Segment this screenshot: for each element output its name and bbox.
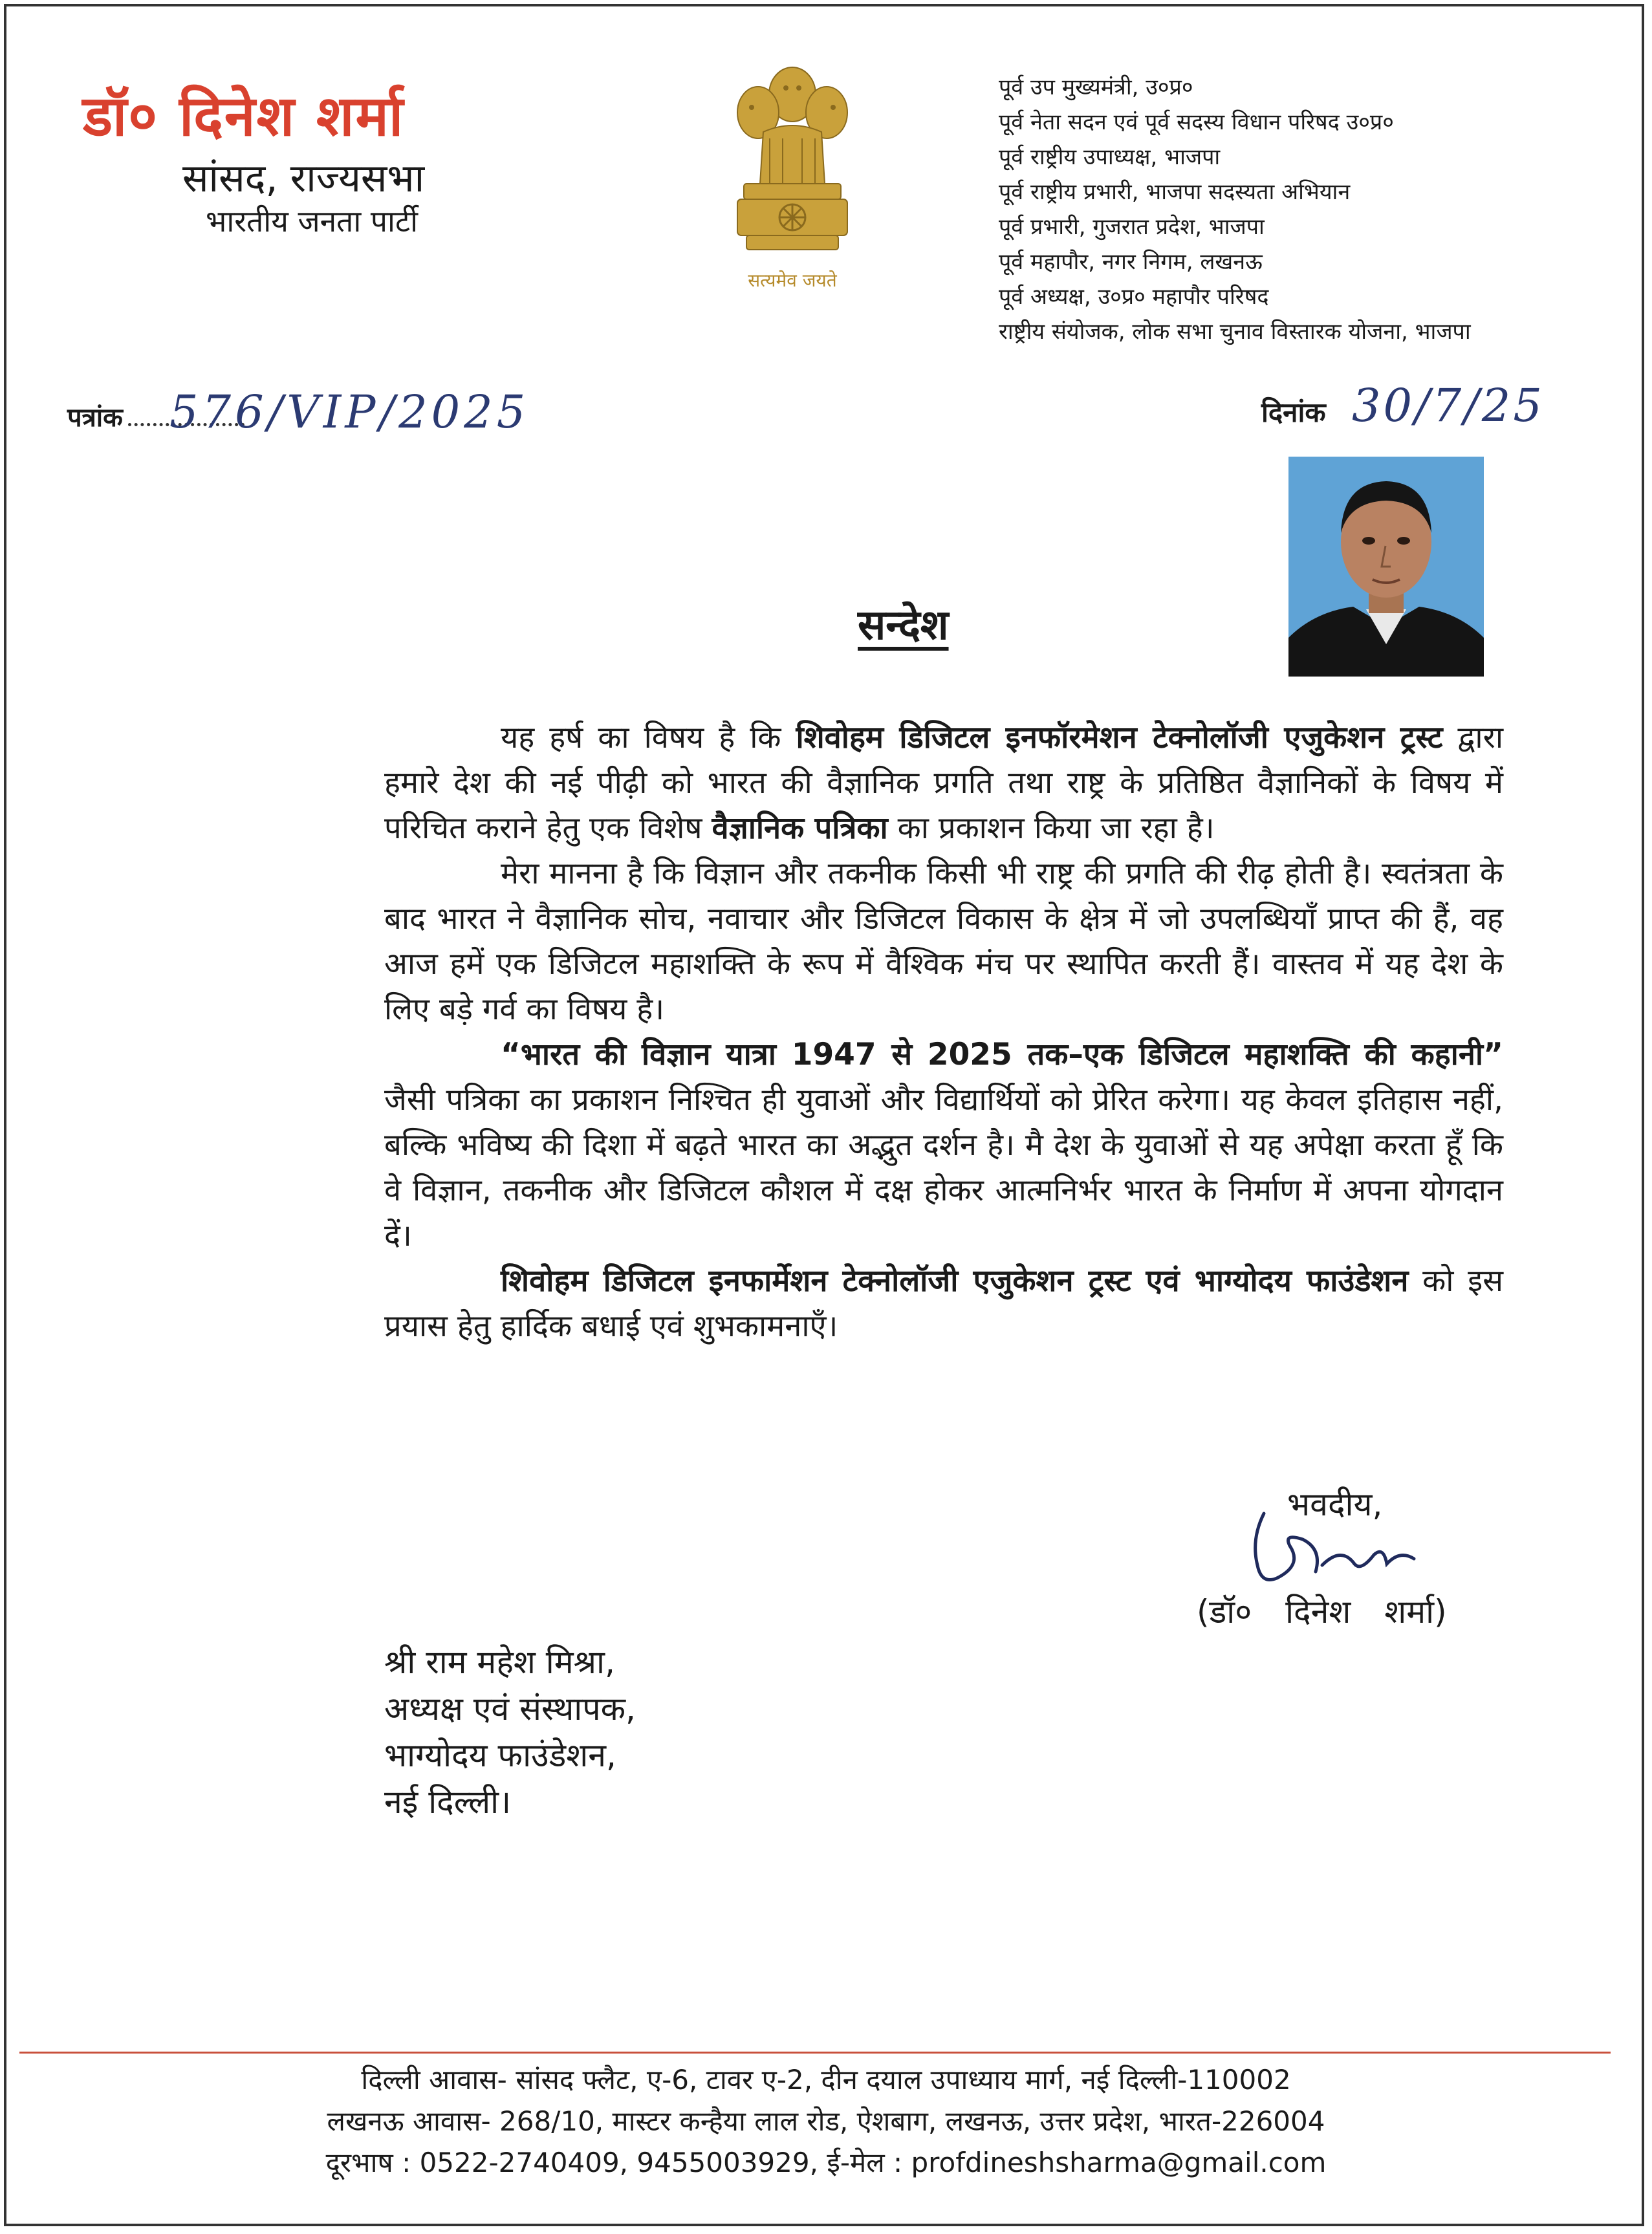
letter-title: सन्देश <box>858 602 949 649</box>
sender-title-item: पूर्व उप मुख्यमंत्री, उ०प्र० <box>999 74 1193 100</box>
closing-salutation: भवदीय, <box>1287 1486 1383 1523</box>
sender-titles-list <box>999 70 1471 349</box>
footer-lucknow-address: लखनऊ आवास- 268/10, मास्टर कन्हैया लाल रोड, ऐशबाग, लखनऊ, उत्तर प्रदेश, भारत-226004 <box>327 2105 1325 2137</box>
sender-party: भारतीय जनता पार्टी <box>206 204 418 239</box>
footer-divider <box>19 2052 1611 2054</box>
sender-name: डॉ० दिनेश शर्मा <box>83 84 405 149</box>
sender-photo <box>1288 457 1484 677</box>
footer-phone-email: दूरभाष : 0522-2740409, 9455003929, ई-मेल : profdineshsharma@gmail.com <box>325 2147 1327 2178</box>
sender-title-item: राष्ट्रीय संयोजक, लोक सभा चुनाव विस्तारक योजना, भाजपा <box>999 319 1471 345</box>
footer-delhi-address: दिल्ली आवास- सांसद फ्लैट, ए-6, टावर ए-2, दीन दयाल उपाध्याय मार्ग, नई दिल्ली-110002 <box>361 2064 1291 2096</box>
signature-icon <box>1244 1488 1439 1604</box>
sender-title-item: पूर्व नेता सदन एवं पूर्व सदस्य विधान परिषद उ०प्र० <box>999 109 1394 135</box>
portrait-image <box>1288 457 1484 677</box>
sender-title-item: पूर्व महापौर, नगर निगम, लखनऊ <box>999 249 1263 275</box>
sender-title-item: पूर्व राष्ट्रीय प्रभारी, भाजपा सदस्यता अभियान <box>999 179 1351 205</box>
addressee-line: अध्यक्ष एवं संस्थापक, <box>384 1690 636 1728</box>
paragraph-4: शिवोहम डिजिटल इनफार्मेशन टेक्नोलॉजी एजुकेशन ट्रस्ट एवं भाग्योदय फाउंडेशन को इस प्रयास हेतु हार्दिक बधाई एवं शुभकामनाएँ। <box>384 1263 1504 1344</box>
lion-capital-icon <box>718 54 867 268</box>
paragraph-3: “भारत की विज्ञान यात्रा 1947 से 2025 तक–एक डिजिटल महाशक्ति की कहानी” जैसी पत्रिका का प्रकाशन निश्चित ही युवाओं और विद्यार्थियों को प्रेरित करेगा। यह केवल इतिहास नहीं, बल्कि भविष्य की दिशा में बढ़ते भारत का अद्भुत दर्शन है। मै देश के युवाओं से यह अपेक्षा करता हूँ कि वे विज्ञान, तकनीक और डिजिटल कौशल में दक्ष होकर आत्मनिर्भर भारत के निर्माण में अपना योगदान दें। <box>384 1037 1503 1253</box>
sender-title-item: पूर्व प्रभारी, गुजरात प्रदेश, भाजपा <box>999 214 1265 240</box>
paragraph-1: यह हर्ष का विषय है कि शिवोहम डिजिटल इनफॉरमेशन टेक्नोलॉजी एजुकेशन ट्रस्ट द्वारा हमारे देश की नई पीढ़ी को भारत की वैज्ञानिक प्रगति तथा राष्ट्र के प्रतिष्ठित वैज्ञानिकों के विषय में परिचित कराने हेतु एक विशेष वैज्ञानिक पत्रिका का प्रकाशन किया जा रहा है। <box>384 720 1503 846</box>
footer-contact <box>0 2059 1652 2184</box>
reference-label: पत्रांक <box>67 398 245 434</box>
signer-name: (डॉ० दिनेश शर्मा) <box>1197 1593 1447 1631</box>
date-value: 30/7/25 <box>1352 379 1545 432</box>
sender-title-item: पूर्व राष्ट्रीय उपाध्यक्ष, भाजपा <box>999 144 1221 170</box>
letter-body <box>384 715 1503 1349</box>
date-label: दिनांक <box>1261 396 1326 428</box>
national-emblem <box>718 54 867 294</box>
emblem-motto: सत्यमेव जयते <box>748 270 837 291</box>
addressee-block <box>384 1639 636 1825</box>
sender-post: सांसद, राज्यसभा <box>182 156 425 201</box>
addressee-line: श्री राम महेश मिश्रा, <box>384 1643 615 1681</box>
sender-title-item: पूर्व अध्यक्ष, उ०प्र० महापौर परिषद <box>999 284 1269 310</box>
addressee-line: भाग्योदय फाउंडेशन, <box>384 1737 616 1774</box>
paragraph-2: मेरा मानना है कि विज्ञान और तकनीक किसी भी राष्ट्र की प्रगति की रीढ़ होती है। स्वतंत्रता के बाद भारत ने वैज्ञानिक सोच, नवाचार और डिजिटल विकास के क्षेत्र में जो उपलब्धियाँ प्राप्त की हैं, वह आज हमें एक डिजिटल महाशक्ति के रूप में वैश्विक मंच पर स्थापित करती हैं। वास्तव में यह देश के लिए बड़े गर्व का विषय है। <box>384 856 1503 1027</box>
addressee-line: नई दिल्ली। <box>384 1783 512 1821</box>
reference-number: 576/VIP/2025 <box>169 385 530 439</box>
